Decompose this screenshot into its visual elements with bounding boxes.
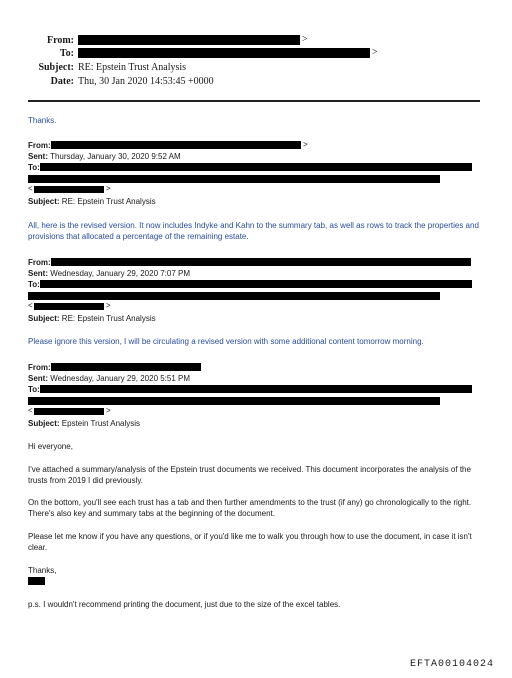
msg3-sent: Sent: Wednesday, January 29, 2020 5:51 PM <box>28 374 191 383</box>
redacted-msg1-from <box>51 141 301 149</box>
msg2-from-label: From: <box>28 258 51 267</box>
msg3-paragraph-2: On the bottom, you'll see each trust has a tab and then further amendments to the trust (if any) go chronologically to the right. There's also key and summary tabs at the beginning of the document. <box>28 498 472 518</box>
date-label: Date: <box>50 76 74 87</box>
redacted-msg1-to-3 <box>34 186 104 193</box>
msg1-to-label: To: <box>28 163 40 172</box>
subject-value: RE: Epstein Trust Analysis <box>78 62 187 73</box>
redacted-msg2-to-1 <box>40 280 472 288</box>
msg1-from-label: From: <box>28 141 51 150</box>
redacted-to <box>78 48 370 58</box>
msg1-from-gt: > <box>303 140 308 149</box>
msg3-signoff: Thanks, <box>28 566 57 575</box>
msg3-lt: < <box>28 406 33 415</box>
msg1-gt: > <box>106 184 111 193</box>
subject-label: Subject: <box>38 62 74 73</box>
redacted-msg3-to-3 <box>34 408 104 415</box>
redacted-from <box>78 35 300 45</box>
msg3-paragraph-3: Please let me know if you have any questions, or if you'd like me to walk you through how to use the document, in case it isn't clear. <box>28 532 472 552</box>
msg3-ps: p.s. I wouldn't recommend printing the document, just due to the size of the excel tables. <box>28 600 341 609</box>
msg2-body: Please ignore this version, I will be circulating a revised version with some additional content tomorrow morning. <box>28 337 424 346</box>
to-suffix: > <box>372 47 378 58</box>
redacted-msg3-to-1 <box>40 385 472 393</box>
redacted-msg2-to-2 <box>28 292 440 300</box>
msg3-from-label: From: <box>28 363 51 372</box>
msg2-to-label: To: <box>28 280 40 289</box>
header-divider <box>28 100 480 102</box>
msg3-paragraph-1: I've attached a summary/analysis of the Epstein trust documents we received. This document incorporates the analysis of the trusts from 2019 I did previously. <box>28 465 471 485</box>
msg1-body: All, here is the revised version. It now includes Indyke and Kahn to the summary tab, as well as rows to track the properties and provisions that allocated a percentage of the remaining estate. <box>28 221 479 241</box>
redacted-msg1-to-2 <box>28 175 440 183</box>
reply-body: Thanks. <box>28 116 57 125</box>
redacted-msg2-to-3 <box>34 303 104 310</box>
redacted-msg1-to-1 <box>40 163 472 171</box>
msg1-sent: Sent: Thursday, January 30, 2020 9:52 AM <box>28 152 181 161</box>
from-suffix: > <box>302 34 308 45</box>
redacted-msg3-from <box>51 363 201 371</box>
bates-number: EFTA00104024 <box>410 659 495 670</box>
msg1-subject: Subject: RE: Epstein Trust Analysis <box>28 197 156 206</box>
date-value: Thu, 30 Jan 2020 14:53:45 +0000 <box>78 76 214 87</box>
msg2-gt: > <box>106 301 111 310</box>
msg2-sent: Sent: Wednesday, January 29, 2020 7:07 PM <box>28 269 191 278</box>
msg2-subject: Subject: RE: Epstein Trust Analysis <box>28 314 156 323</box>
to-label: To: <box>59 48 74 59</box>
msg3-subject: Subject: Epstein Trust Analysis <box>28 419 141 428</box>
redacted-signature <box>28 577 45 585</box>
msg1-lt: < <box>28 184 33 193</box>
msg3-greeting: Hi everyone, <box>28 442 73 451</box>
redacted-msg3-to-2 <box>28 397 440 405</box>
msg2-lt: < <box>28 301 33 310</box>
from-label: From: <box>46 35 74 46</box>
msg3-to-label: To: <box>28 385 40 394</box>
msg3-gt: > <box>106 406 111 415</box>
redacted-msg2-from <box>51 258 471 266</box>
